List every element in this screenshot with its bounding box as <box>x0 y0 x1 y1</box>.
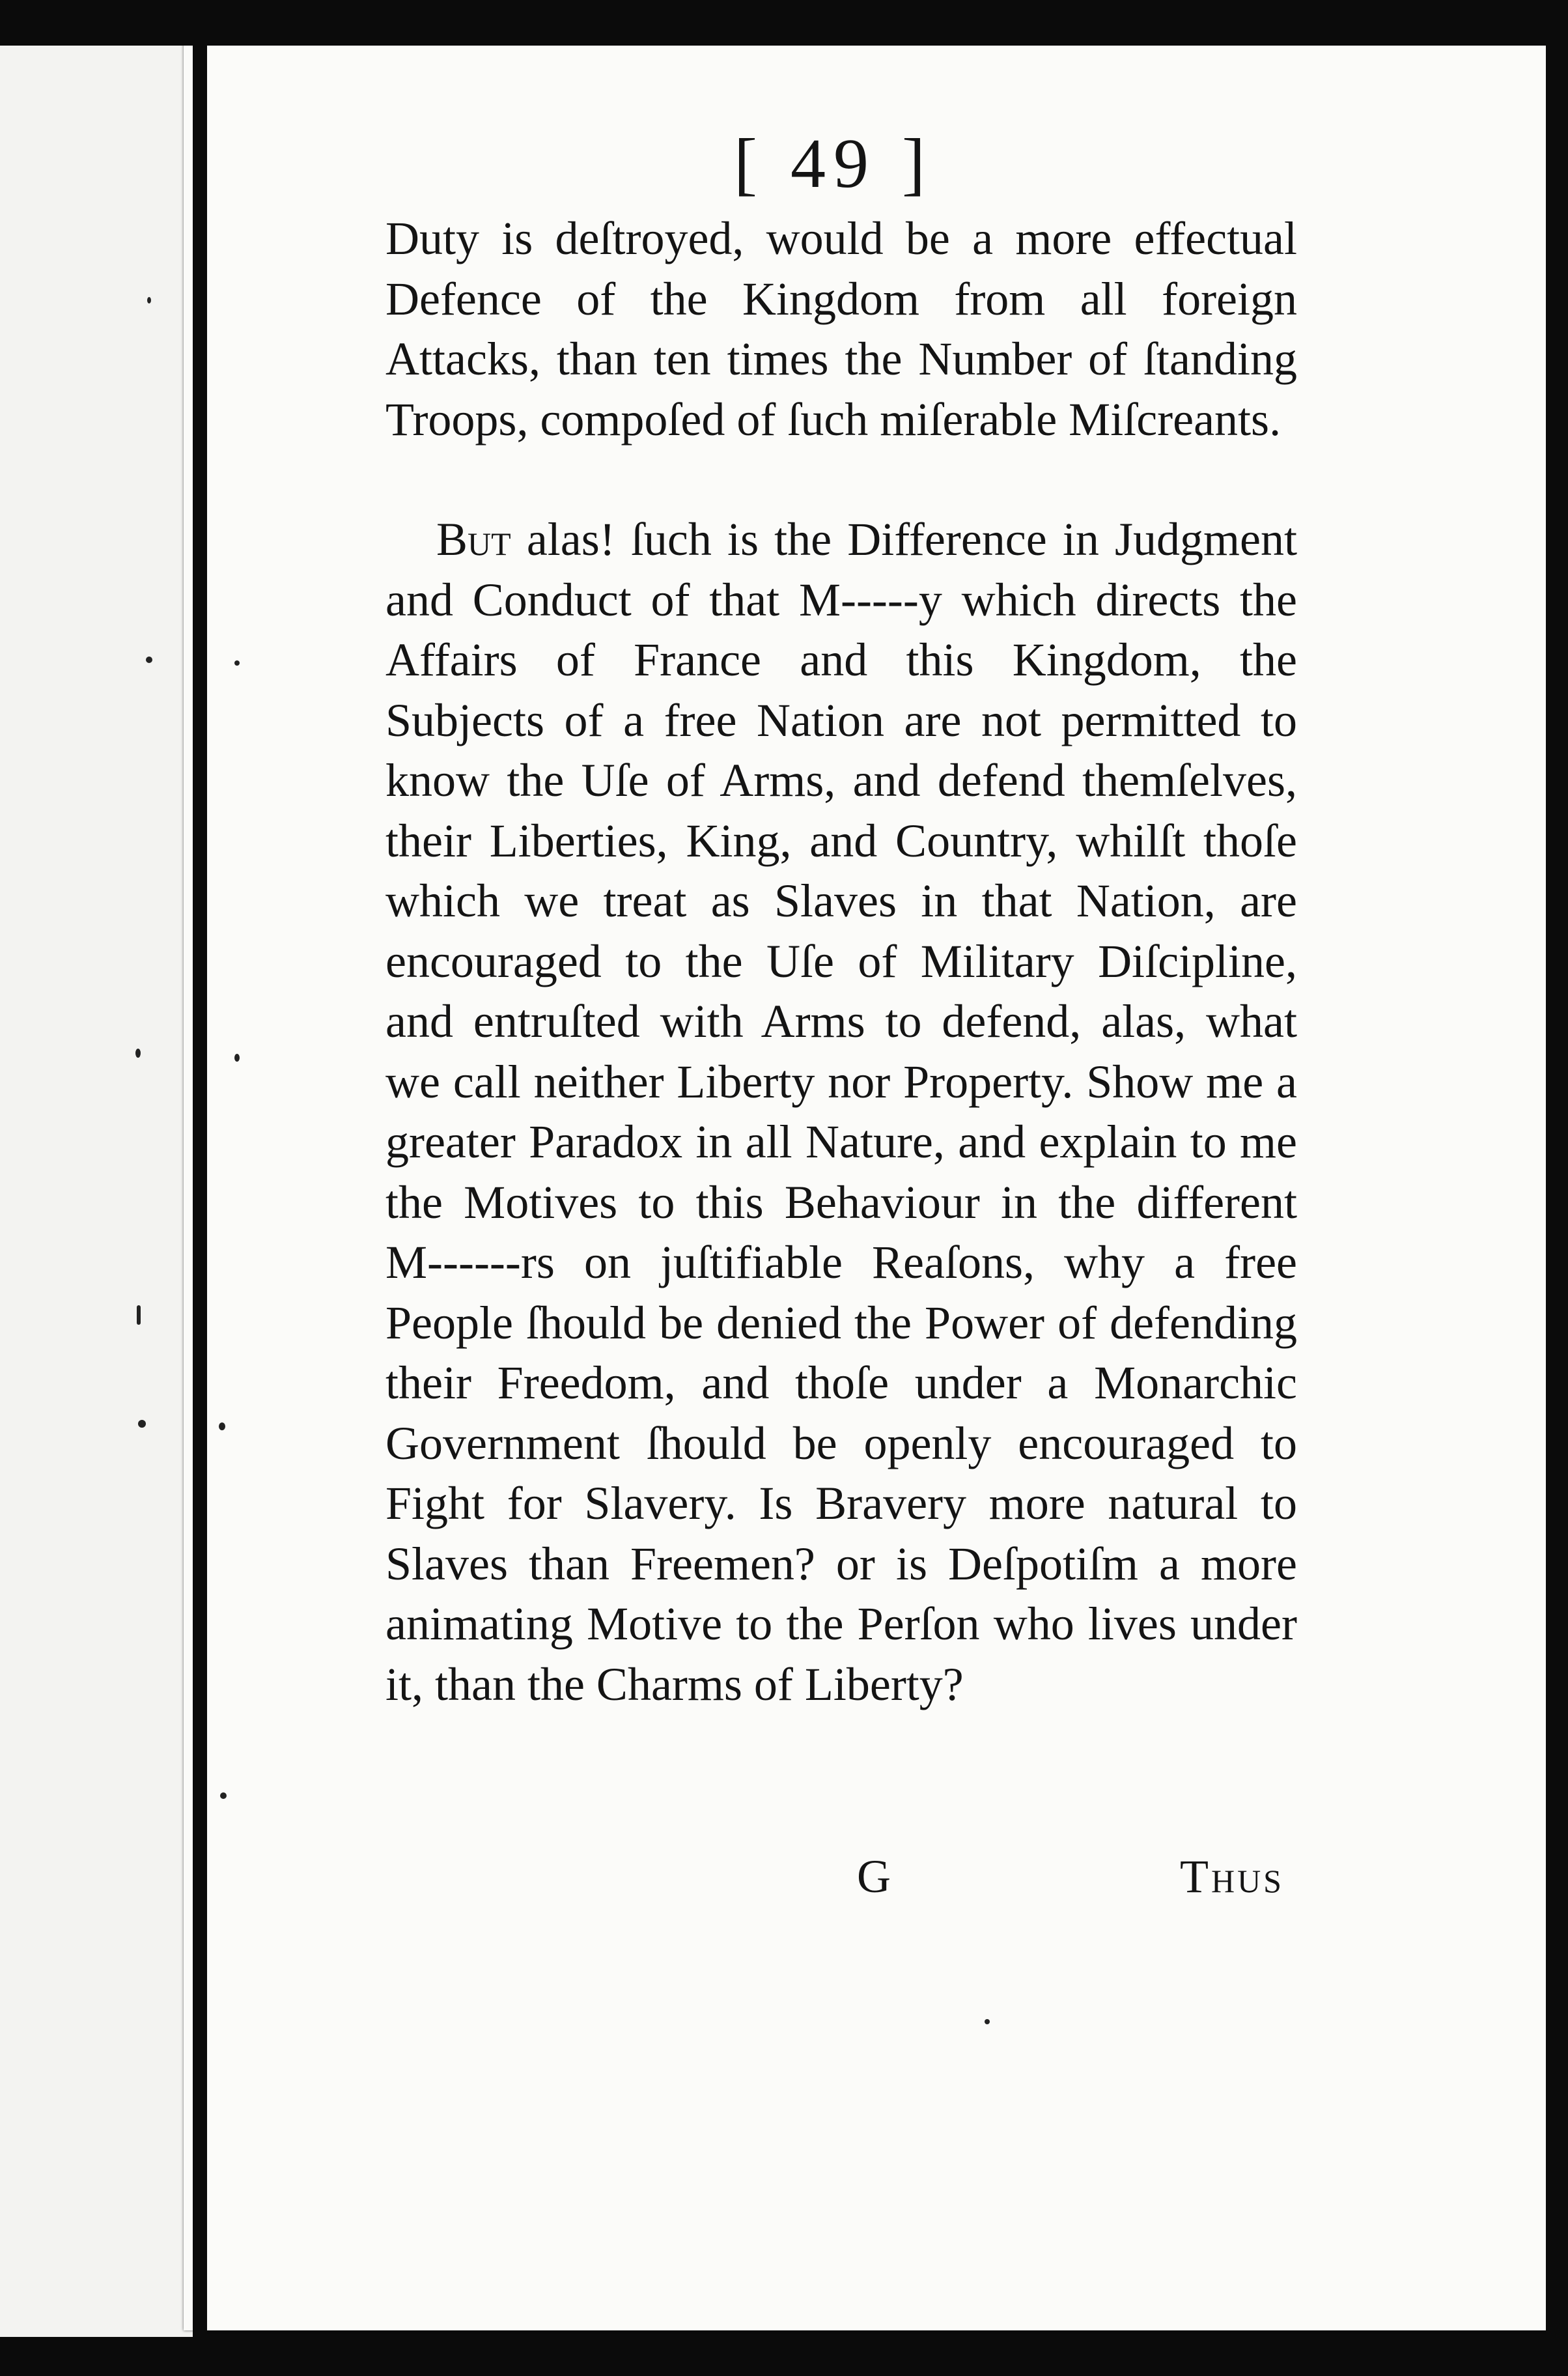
margin-speck <box>135 1049 141 1058</box>
margin-speck <box>147 297 151 304</box>
scan-border-top <box>0 0 1568 46</box>
margin-speck <box>234 1054 240 1062</box>
paragraph-1-text: Duty is deſtroyed, would be a more effectual Defence of the Kingdom from all foreign Attacks, than ten times the Number of ſtanding Troops, compoſed of ſuch miſerable Miſcreants. <box>385 212 1297 446</box>
page-number: [ 49 ] <box>734 125 933 203</box>
facing-page-edge <box>0 18 193 2337</box>
page-gutter <box>193 0 207 2376</box>
paragraph-2-lead: But <box>436 513 511 565</box>
margin-speck <box>234 660 240 666</box>
page-footer <box>385 1850 1297 1915</box>
signature-mark: G <box>857 1850 891 1902</box>
catchword: Thus <box>1179 1850 1284 1902</box>
paragraph-2-text: alas! ſuch is the Difference in Judgment and Conduct of that M-----y which directs the Affairs of France and this Kingdom, the Subjects of a free Nation are not permitted to know the Uſe of Arms, and defend themſelves, their Liberties, King, and Country, whilſt thoſe which we treat as Slaves in that Nation, are encouraged to the Uſe of Military Diſcipline, and entruſted with Arms to defend, alas, what we call neither Liberty nor Property. Show me a greater Paradox in all Nature, and explain to me the Motives to this Behaviour in the different M------rs on juſtifiable Reaſons, why a free People ſhould be denied the Power of defending their Freedom, and thoſe under a Monarchic Government ſhould be openly encouraged to Fight for Slavery. Is Bravery more natural to Slaves than Freemen? or is Deſpotiſm a more animating Motive to the Perſon who lives under it, than the Charms of Liberty? <box>385 513 1297 1710</box>
margin-speck <box>137 1305 141 1325</box>
scan-border-bottom <box>0 2338 1568 2376</box>
scan-border-right <box>1546 0 1568 2376</box>
margin-speck <box>146 657 152 663</box>
margin-speck <box>138 1420 146 1428</box>
margin-speck <box>985 2019 990 2024</box>
body-text <box>385 208 1297 1714</box>
margin-speck <box>219 1422 225 1430</box>
margin-speck <box>220 1792 227 1799</box>
paragraph-2 <box>385 509 1297 1714</box>
paragraph-1 <box>385 208 1297 449</box>
